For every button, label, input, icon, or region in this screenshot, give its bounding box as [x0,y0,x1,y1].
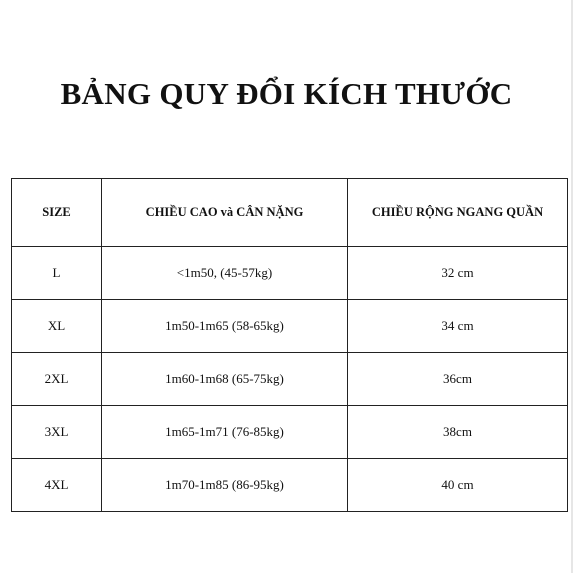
cell-height-weight: 1m70-1m85 (86-95kg) [102,459,348,512]
cell-pants-width: 38cm [348,406,568,459]
page-title: BẢNG QUY ĐỔI KÍCH THƯỚC [60,76,513,111]
cell-size: L [12,247,102,300]
table-row [12,353,568,406]
header-size: SIZE [12,179,102,247]
cell-size: 2XL [12,353,102,406]
table-row [12,406,568,459]
cell-size: 4XL [12,459,102,512]
cell-pants-width: 40 cm [348,459,568,512]
header-height-weight: CHIỀU CAO và CÂN NẶNG [102,179,348,247]
cell-height-weight: 1m65-1m71 (76-85kg) [102,406,348,459]
table-header-row [12,179,568,247]
cell-pants-width: 36cm [348,353,568,406]
table-row [12,459,568,512]
header-pants-width: CHIỀU RỘNG NGANG QUẦN [348,179,568,247]
cell-pants-width: 32 cm [348,247,568,300]
table-row [12,300,568,353]
cell-size: 3XL [12,406,102,459]
cell-height-weight: 1m60-1m68 (65-75kg) [102,353,348,406]
size-conversion-table [11,178,568,512]
table-row [12,247,568,300]
cell-height-weight: 1m50-1m65 (58-65kg) [102,300,348,353]
cell-pants-width: 34 cm [348,300,568,353]
cell-height-weight: <1m50, (45-57kg) [102,247,348,300]
cell-size: XL [12,300,102,353]
